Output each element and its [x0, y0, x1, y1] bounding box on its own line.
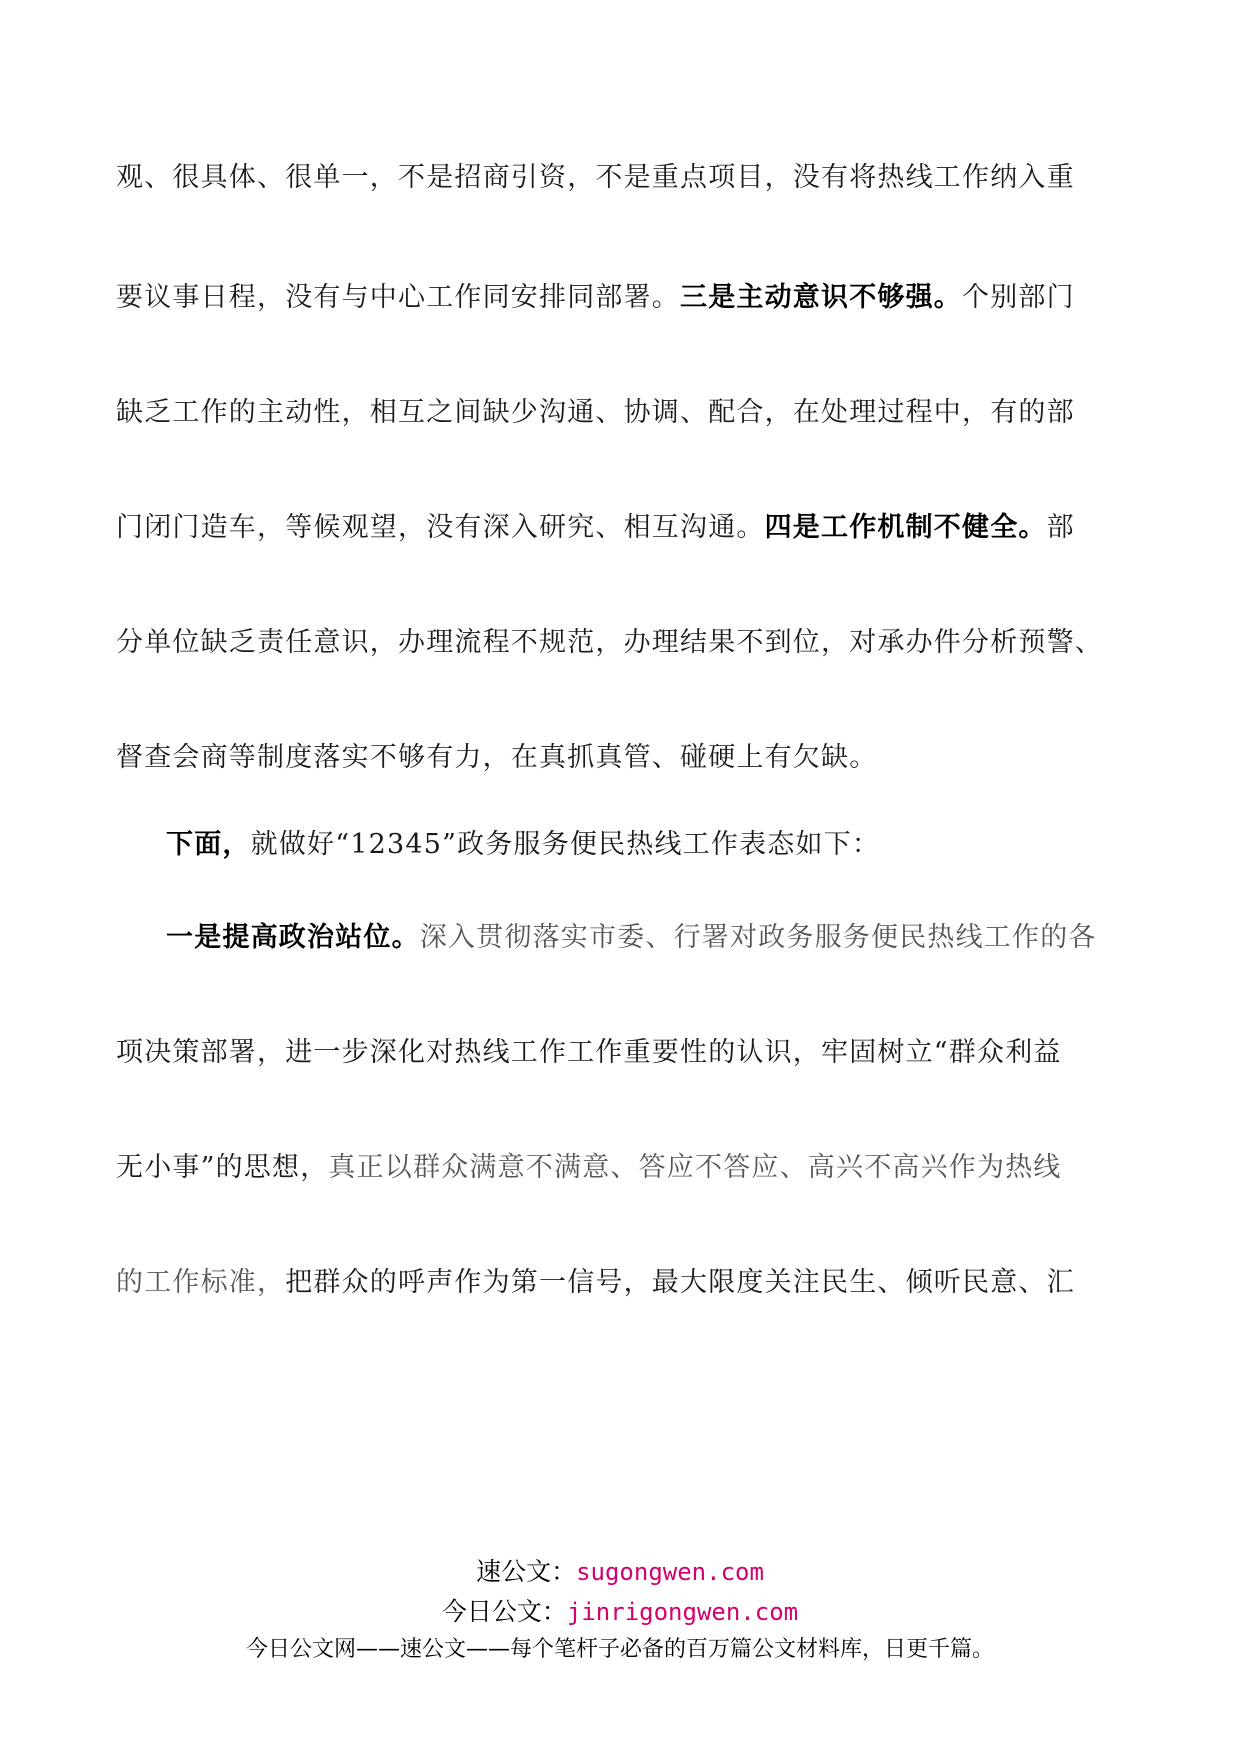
jinrigongwen-link[interactable]: jinrigongwen.com — [566, 1598, 799, 1626]
body-line-3: 缺乏工作的主动性，相互之间缺少沟通、协调、配合，在处理过程中，有的部 — [116, 397, 1075, 428]
footer-jinrigongwen: 今日公文：jinrigongwen.com — [441, 1597, 799, 1626]
point-one-line-4: 的工作标准，把群众的呼声作为第一信号，最大限度关注民生、倾听民意、汇 — [116, 1267, 1075, 1298]
point-one-heading: 一是提高政治站位。 — [166, 922, 420, 953]
point-one-line-2: 项决策部署，进一步深化对热线工作工作重要性的认识，牢固树立“群众利益 — [116, 1037, 1062, 1068]
body-line-2: 要议事日程，没有与中心工作同安排同部署。三是主动意识不够强。个别部门 — [116, 282, 1075, 313]
point-three-heading: 三是主动意识不够强。 — [680, 282, 962, 313]
point-four-heading: 四是工作机制不健全。 — [764, 512, 1047, 543]
sugongwen-link[interactable]: sugongwen.com — [576, 1558, 764, 1586]
body-line-5: 分单位缺乏责任意识，办理流程不规范，办理结果不到位，对承办件分析预警、 — [116, 627, 1103, 658]
footer-sugongwen: 速公文：sugongwen.com — [476, 1557, 764, 1586]
body-line-6: 督查会商等制度落实不够有力，在真抓真管、碰硬上有欠缺。 — [116, 742, 878, 773]
point-one-line-1: 一是提高政治站位。深入贯彻落实市委、行署对政务服务便民热线工作的各 — [166, 922, 1097, 953]
stance-intro: 下面，就做好“12345”政务服务便民热线工作表态如下： — [166, 829, 881, 860]
footer-slogan: 今日公文网——速公文——每个笔杆子必备的百万篇公文材料库，日更千篇。 — [245, 1637, 994, 1662]
body-line-1: 观、很具体、很单一，不是招商引资，不是重点项目，没有将热线工作纳入重 — [116, 162, 1075, 193]
point-one-line-3: 无小事”的思想，真正以群众满意不满意、答应不答应、高兴不高兴作为热线 — [116, 1152, 1062, 1183]
body-line-4: 门闭门造车，等候观望，没有深入研究、相互沟通。四是工作机制不健全。部 — [116, 512, 1075, 543]
